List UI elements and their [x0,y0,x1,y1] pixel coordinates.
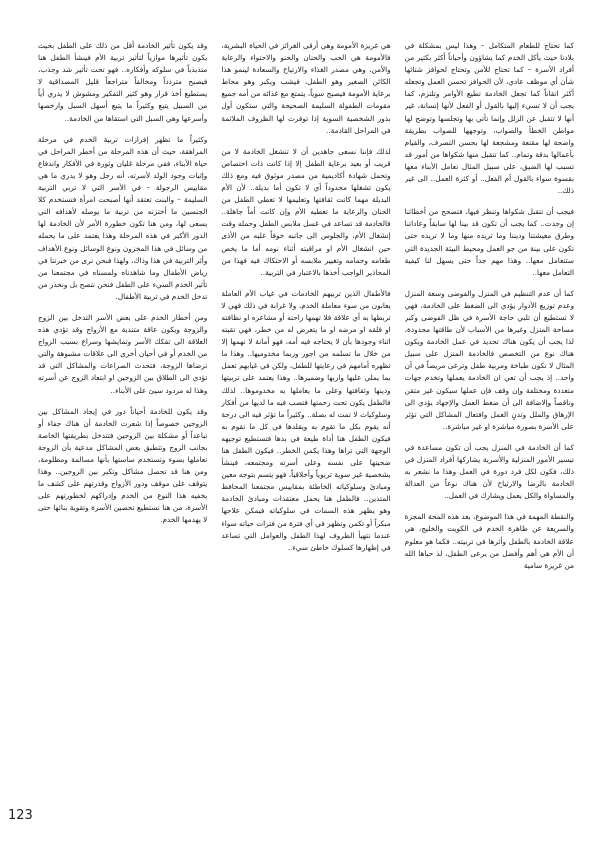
paragraph: كما أن الخادمة في المنزل يجب أن تكون مساعدة في تيسير الأمور المنزلية والأسرية يشاركها أفراد المنزل في ذلك، فكون لكل فرد دورة في العمل وهذا ما نشعر به الخادمة بالرضا والارتياح لأن هناك نوعاً من العدالة والمساواة والكل يعمل ويشارك في العمل.. [404,442,574,501]
article-body [38,40,574,800]
paragraph: لذلك فإننا نسعى جاهدين أن لا تنشغل الخادمة لا من قريب أو بعيد برعاية الطفل إلا إذا كانت ذات اختصاص وتحمل شهادة أكاديمية من مصدر موثوق فيه ومع ذلك يكون تشغلها محدوداً أي لا تكون أما بديلة.. لأن الأم البديلة مهما كانت ثقافتها وتعليمها لا تعطي الطفل من الحنان والرعاية ما تعطيه الأم وإن كانت أماً جاهلة.. فالخادمة قد تساعد في غسل ملابس الطفل وحمله وقت إنشغال الأم، والجلوس الى جانبه خوفاً عليه من الأذى حين انشغال الأم او مراقبته أثناء نومه أما ما يخص طعامه وحمامه وتغيير ملابسه أو الاحتكاك فيه فهذا من المحاذير الواجب أخذها بالاعتبار في التربية.. [221,146,391,277]
paragraph: فيجب أن تتقبل شكواها وتنظر فيها، فتصحح من أخطائنا إن وجدت.. كما يجب أن تكون قد بينا لها سابقاً وعاداتنا وطرق معيشتنا وديننا وما تريده منها وما لا تريده حتى تكون على بينة من جو العمل ومحيط البيئة الجديدة التي ستتعامل معها.. وهذا مهم جداً حتى يسهل لنا كيفية التعامل معها.. [404,207,574,277]
text-column-middle [221,40,390,800]
paragraph: فالأطفال الذين تربيهم الخادمات في غياب الأم العاملة يعانون من سوء معاملة الخدم، ولا غرابة في ذلك فهي لا تربطها به أي علاقة فلا تهمها راحته أو مشاعره او نظافته او قلقه او مرضه او ما يتعرض له من خطر، فهي تقيته اثناء وجودها بأن لا يحتاجه فيه أمه، فهو أمانة لا تهمها إلا من خلال ما تسلمه من اجور وربما مخدوميها.. وهذا ما تظهره أمامهم في رعايتها للطفل، ولكن في غيابهم تعمل بما يملي عليها واربها وضميرها.. وهذا يعتمد على تربيتها ودينها وثقافتها وعلى ما يعاملها به مخدوموها.. لذلك فالطفل يكون تحت رحمتها فتصب فيه ما لديها من أفكار وسلوكيات لا تمت له بصلة.. وكثيراً ما تؤثر فيه الى درجة أنه يقوم بكل ما تقوم به ويقلدها في كل ما تقوم به فيكون الطفل هنا أداة طيعة في يدها فتستطيع توجيهه الوجهة التي تراها وهذا يكمن الخطر.. فيكون الطفل هنا ضحيتها على نفسه وعلى أسرته ومجتمعه، فينشأ بشخصية غير سوية تربوياً وأخلاقياً، فهو يتسم بتوجه معين ومبادئ وسلوكياته الخاطئة بمقاييس مجتمعنا المحافظ المتدين.. فالطفل هنا يحمل معتقدات ومبادئ الخادمة وهو يظهر هذه السمات في سلوكياته فيمكن علاجها مبكراً أو تكمن وتظهر في أي فترة من فترات حياته سواء عندما تتهيأ الظروف لهذا الطفل والعوامل التي تساعد في إظهارها كسلوك خاطئ سيء.. [221,288,391,552]
paragraph: كما أن عدم التنظيم في المنزل والفوضى وسعة المنزل وعدم توزيع الأدوار يؤدي الى الضغط على الخادمة، فهي لا تستطيع أن تلبي حاجة الأسرة في ظل الفوضى وكبر مساحة المنزل وغيرها من الأسباب لأن طاقتها محدودة، لذا يجب أن يكون هناك تحديد في عمل الخادمة ويكون هناك نوع من التخصص فالخادمة المنزل على سبيل المثال لا تكون طباخة ومربية طفل وترعى مريضاً في آن واحد.. إذ يجب أن تعي ان الخادمة يعملها وتخدم جهات متعددة ومختلفة وإن وقف فإن عملها سيكون غير متقن وناقصاً وإلاضافة الى أن ضغط العمل والإجهاد يؤدي الى الإرهاق والملل وتدنٍ العمل وافتعال المشاكل التي تؤثر على الأسرة بصورة مباشرة او غير مباشرة.. [404,288,574,431]
paragraph: هي غريزة الأمومة وهي أرقى الغرائز في الحياة البشرية، فالأمومة هي الحب والحنان والحنو والاحتواء والرعاية والأمن، وهي مصدر الغذاء والارتياح والسعادة لينمو هذا الكائن الصغير وهو الطفل، فيشب ويكبر وهو محاط برعاية الأمومة فيصبح سوياً، يتمتع مع غذائه من أمه جميع مقومات الطفولة السليمة الصحيحة والتي ستكون أول بذور الشخصية السوية إذا توفرت لها الظروف الملائمة في المراحل القادمة.. [221,41,391,135]
paragraph: كما تحتاج للطعام المتكامل – وهذا ليس بمشكلة في بلادنا حيث يأكل الخدم كما يشاؤون وأحياناً أكثر بكثير من أفراد الأسرة – كما تحتاج للأمن وتحتاج لحوافز شتائها شأن أي موظف عادي، لأن الحوافز تحسن العمل وتجعله أكثر اتقاناً كما تجعل الخادمة تطيع الأوامر وتلتزم، كما يجب أن لا تسيء إليها بالقول أو الفعل لأنها إنسانة، غير أنها لا تتقبل عن الزلل وإنما تأتي بها وتجلسها وتوضح لها مواطن الخطأ والصواب، وتوجهها للصواب بطريقة واضحة لها مقنعة ومشجعة لها بحسن التصرف، والقيام بأعمالها بدقة وتمام.. كما تتقبل منها شكواها من أمور قد تسبب لها الضيق، على سبيل المثال تعامل الأبناء معها بقسوة سواء بالقول أم الفعل.. أو كثرة العمل.. الى غير ذلك.. [404,41,574,196]
paragraph: ومن أخطار الخدم على بعض الأسر التدخل بين الزوج والزوجة ويكون عاقة متندية مع الأزواج وقد تؤدي هذه العلاقة الى تفكك الأسر وتمايشها وسراع بسبب الزواج من الخدم أو في أحيان أخرى الى علاقات مشبوهة والتي ترضاها الزوجة، فتحدث الصراعات والمشاكل التي قد تؤدي الى الطلاق بين الزوجين او ابتعاد الزوج عن أسرته وهذا له مردود سيئ على الأبناء.. [38,312,208,395]
page-number: 123 [8,808,33,823]
paragraph: والنقطة المهمة في هذا الموضوع، بعد هذه المحة المجزة والسريعة عن ظاهرة الخدم في الكويت والخليج، هي علاقة الخادمة بالطفل وأثرها في تربيته.. فكما هو معلوم أن الأم هي أهم وأفضل من يرعى الطفل، لذ حباها الله من غريزة سامية [404,512,574,570]
paragraph: وكثيراً ما تظهر إفرازات تربية الخدم في مرحلة المراهقة، حيث أن هذه المرحلة من أخطر المراحل في حياة الأبناء، ففي مرحلة غليان وثورة في الأفكار واندفاع وإثبات وجود الولد لأسرته، أنه رجل وهو لا يدري ما هي مقاييس الرجولة – في الأسر التي لا تربي التربية السليمة – والبنت تعتقد أنها أصبحت امرأة فتستخدم كلا الجنسين ما أختزنه من تربية ما يوصله لأهدافه التي يسعى لها، ومن هنا تكون خطورة الأمر لأن الخادمة لها الدور الأكبر في هذه المرحلة وهذا يعتمد على ما يحمله من وسائل في هذا المخزون ونوع الوسائل ونوع الأهداف وأثر التربية في هذا وذاك، ولهذا فنحن نرى من خبرتنا في رياض الأطفال وما شاهدناه ولمسناه في مجتمعنا من تأثير الخدم السيء على الطفل فنحن نتصح بل ونحذر من تدخل الخدم في تربية الأطفال. [38,134,208,301]
text-column-right [405,40,574,800]
paragraph: وقد يكون تأثير الخادمة أقل من ذلك على الطفل بحيث يكون تأثيرها موازياً لتأثير تربية الأم فينشأ الطفل هنا متذبذباً في سلوكه وأفكاره.. فهو تحت تأثير شد وجذب، فيصبح متردداً ومخالفاً متراجعاً قليل المصداقية لا يستطيع أخذ قرار وهو كثير التفكير ومشوش لا يدري أياً من السبيل يتبع وكثيراً ما يتبع أسهل السبل وارخصها وأسرعها وهي السبل التي استقاها من الخادمة.. [38,41,208,123]
paragraph: وقد يكون للخادمة أحياناً دور في إيجاد المشاكل بين الزوجين خصوصاً إذا شعرت الخادمة أن هناك جفاء أو تباعداً أو مشكلة بين الزوجين فتتدخل بطريقتها الخاصة بجانب الزوج وتتطبق بعض المشاكل مدعية بأن الزوجة تعاملها بسوء وتستخدم ساستها بأنها مسالمة ومظلومة، ومن هنا قد تحصل مشاكل وتكبر بين الزوجين.. وهذا يتوقف على موقف ودور الأزواج وقدرتهم على كشف ما يخفيه هذا النوع من الخدم وإدراكهم لخطورتهم على الأسرة، من هنا نستطيع تحصين الأسرة وتقوية بنائها حتى لا يهدمها الخدم. [38,406,208,525]
text-column-left [38,40,207,800]
